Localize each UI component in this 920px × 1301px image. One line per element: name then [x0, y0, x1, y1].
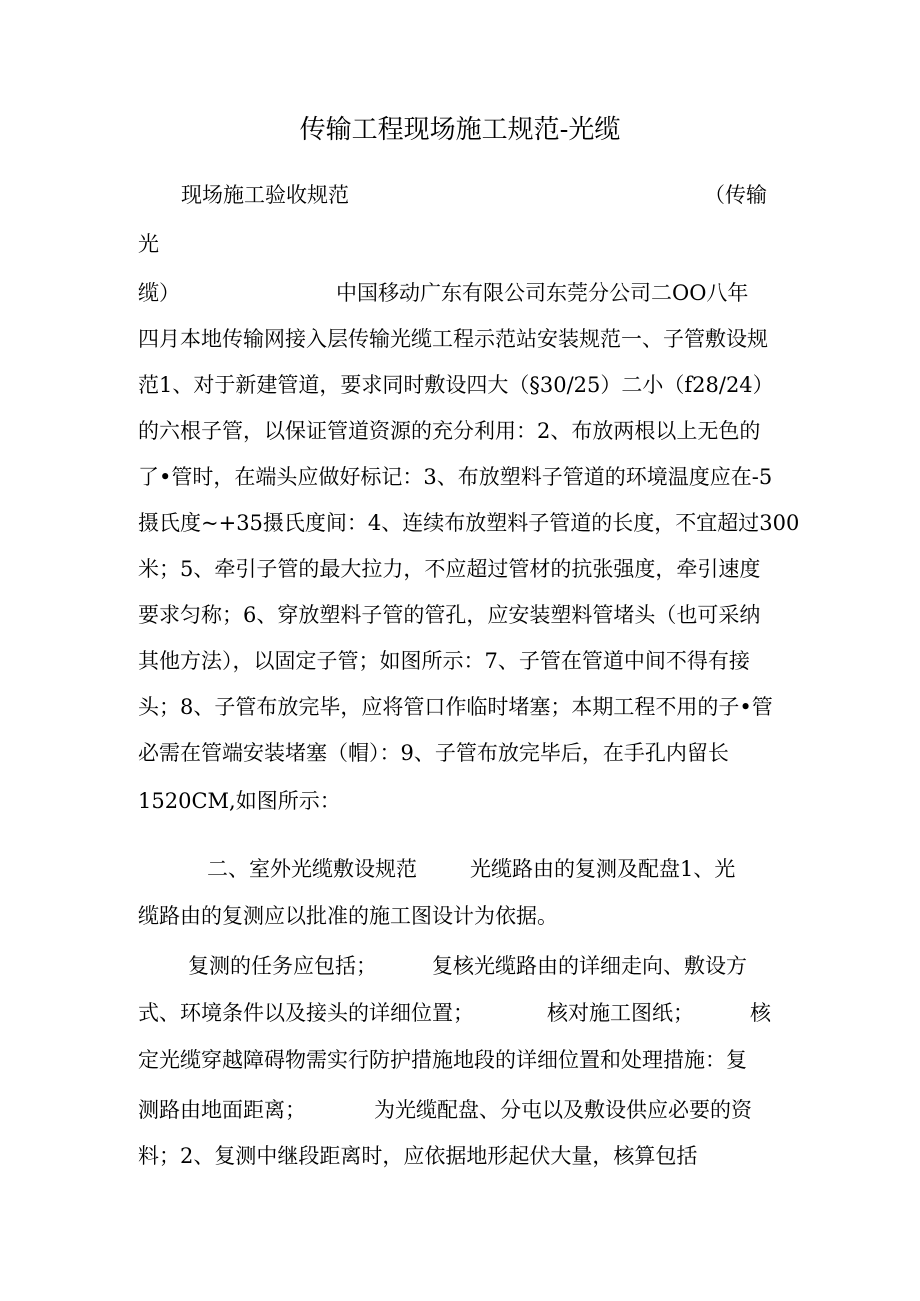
text-segment: 现场施工验收规范: [181, 183, 349, 207]
text-line: 摄氏度~+35摄氏度间：4、连续布放塑料子管道的长度，不宜超过300: [138, 511, 800, 535]
text-segment: （传输: [704, 183, 767, 207]
text-line: 缆路由的复测应以批准的施工图设计为依据。: [138, 904, 558, 928]
text-line: 范1、对于新建管道，要求同时敷设四大（§30/25）二小（f28/24）: [138, 373, 774, 397]
text-line: 米；5、牵引子管的最大拉力，不应超过管材的抗张强度，牵引速度: [138, 557, 761, 581]
text-line: 四月本地传输网接入层传输光缆工程示范站安装规范一、子管敷设规: [138, 327, 768, 351]
text-segment: 核对施工图纸；: [547, 1001, 694, 1025]
document-title: 传输工程现场施工规范-光缆: [299, 115, 621, 145]
text-line: 了•管时，在端头应做好标记：3、布放塑料子管道的环境温度应在-5: [138, 465, 773, 489]
text-line: 必需在管端安装堵塞（帽）：9、子管布放完毕后，在手孔内留长: [138, 741, 729, 765]
text-line: 要求匀称；6、穿放塑料子管的管孔，应安装塑料管堵头（也可采纳: [138, 603, 761, 627]
text-segment: 式、环境条件以及接头的详细位置；: [138, 1001, 474, 1025]
text-line: 1520CM,如图所示：: [138, 789, 341, 813]
section-heading: 二、室外光缆敷设规范: [207, 857, 417, 881]
text-segment: 缆）: [138, 281, 180, 305]
text-segment: 中国移动广东有限公司东莞分公司二OO八年: [336, 281, 749, 305]
text-segment: 光缆路由的复测及配盘1、光: [470, 857, 736, 881]
text-segment: 核: [750, 1001, 771, 1025]
text-segment: 复核光缆路由的详细走向、敷设方: [432, 954, 747, 978]
text-line: 料；2、复测中继段距离时，应依据地形起伏大量，核算包括: [138, 1144, 698, 1168]
text-segment: 复测的任务应包括；: [188, 954, 377, 978]
text-line: 其他方法），以固定子管；如图所示：7、子管在管道中间不得有接: [138, 649, 750, 673]
text-line: 的六根子管，以保证管道资源的充分利用：2、布放两根以上无色的: [138, 419, 761, 443]
text-line: 定光缆穿越障碍物需实行防护措施地段的详细位置和处理措施：复: [138, 1048, 747, 1072]
text-line: 头；8、子管布放完毕，应将管口作临时堵塞；本期工程不用的子•管: [138, 695, 773, 719]
text-line: 光: [138, 232, 159, 256]
text-segment: 测路由地面距离；: [138, 1098, 306, 1122]
text-segment: 为光缆配盘、分屯以及敷设供应必要的资: [374, 1098, 752, 1122]
